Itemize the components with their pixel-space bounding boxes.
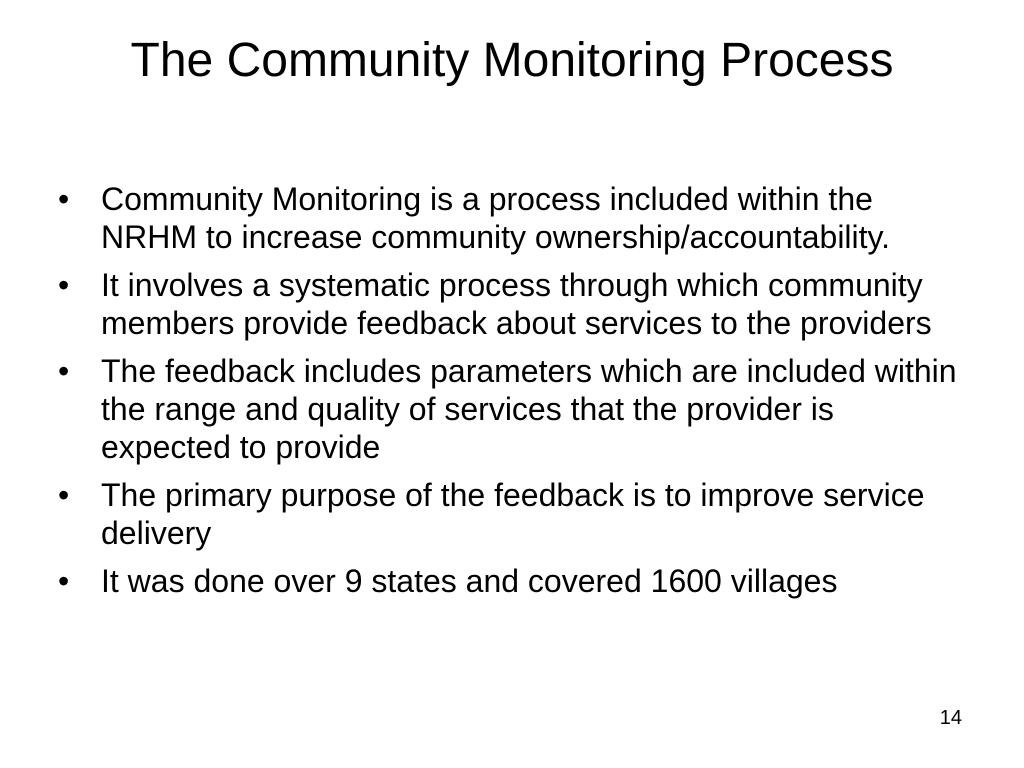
list-item [58, 180, 958, 256]
bullet-text: Community Monitoring is a process included within the NRHM to increase community ownership/accountability. [101, 181, 891, 255]
bullet-text: The primary purpose of the feedback is to improve service delivery [101, 477, 925, 551]
bullet-text: It was done over 9 states and covered 1600 villages [101, 563, 838, 599]
page-number: 14 [939, 707, 962, 729]
slide-title: The Community Monitoring Process [130, 34, 894, 87]
bullet-text: The feedback includes parameters which are included within the range and quality of services that the provider is expected to provide [101, 353, 957, 465]
bullet-icon: • [58, 477, 70, 513]
list-item [58, 476, 958, 552]
list-item [58, 352, 958, 466]
bullet-icon: • [58, 181, 70, 217]
bullet-icon: • [58, 353, 70, 389]
bullet-list [58, 180, 958, 610]
list-item [58, 562, 958, 600]
bullet-icon: • [58, 563, 70, 599]
list-item [58, 266, 958, 342]
bullet-icon: • [58, 267, 70, 303]
bullet-text: It involves a systematic process through which community members provide feedback about services to the providers [101, 267, 932, 341]
